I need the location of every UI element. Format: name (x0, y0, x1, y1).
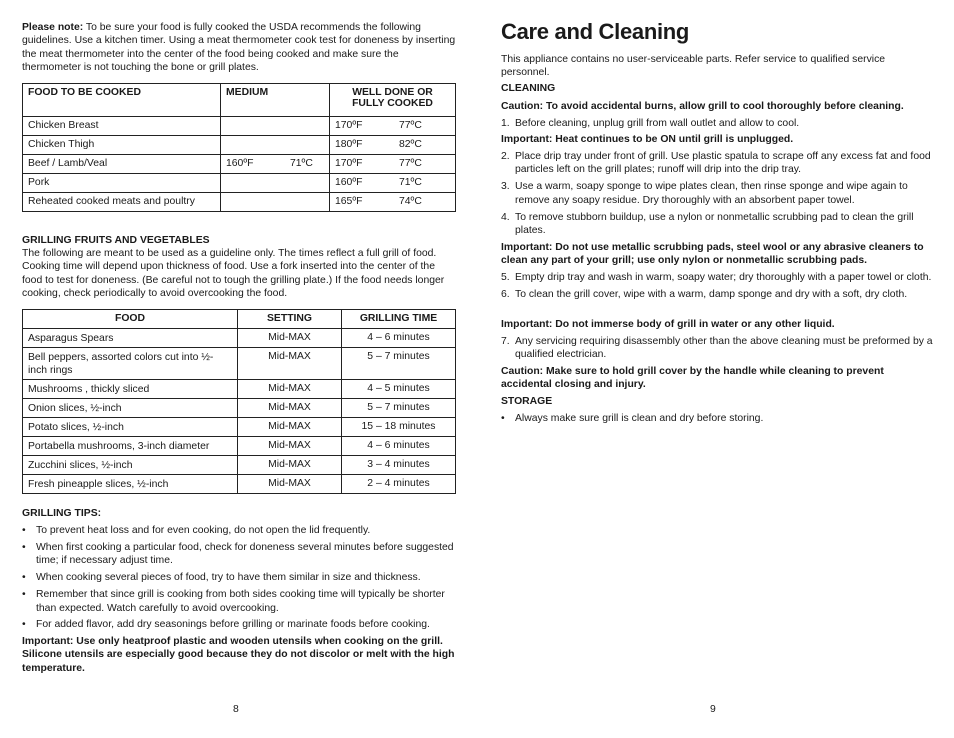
note-label: Please note: (22, 22, 84, 33)
grilling-table-header (23, 310, 456, 329)
step-1 (501, 117, 934, 130)
cell-grilling-time: 2 – 4 minutes (342, 475, 456, 494)
header-food-to-be-cooked: FOOD TO BE COOKED (23, 84, 221, 117)
cell-grilling-time: 15 – 18 minutes (342, 418, 456, 437)
steps-5-6 (501, 271, 934, 301)
cell-medium (221, 193, 330, 212)
page-title: Care and Cleaning (501, 19, 690, 44)
tips-heading: GRILLING TIPS: (22, 508, 102, 519)
cell-grilling-time: 4 – 6 minutes (342, 329, 456, 348)
cell-setting: Mid-MAX (238, 380, 342, 399)
cell-food: Asparagus Spears (23, 329, 238, 348)
storage-heading: STORAGE (501, 396, 553, 407)
list-item: • Always make sure grill is clean and dry before storing. (501, 413, 764, 424)
cell-well-done: 180ºF 82ºC (330, 136, 456, 155)
important-scrubbing: Important: Do not use metallic scrubbing pads, steel wool or any abrasive cleaners to clean any part of your grill; use only nylon or nonmetallic scrubbing pads. (501, 242, 924, 267)
table-row (23, 348, 456, 380)
cell-grilling-time: 5 – 7 minutes (342, 348, 456, 380)
table-row (23, 437, 456, 456)
cell-medium: 160ºF 71ºC (221, 155, 330, 174)
usda-note (22, 21, 456, 75)
cell-well-done: 170ºF 77ºC (330, 155, 456, 174)
fruits-heading: GRILLING FRUITS AND VEGETABLES (22, 235, 210, 246)
temperature-table-header (23, 84, 456, 117)
list-item: 6. To clean the grill cover, wipe with a warm, damp sponge and dry with a soft, dry cloth. (501, 288, 908, 300)
table-row (23, 117, 456, 136)
temperature-table (22, 83, 456, 212)
table-row (23, 475, 456, 494)
list-item: 2. Place drip tray under front of grill. Use plastic spatula to scrape off any excess fat and food particles left on the grill plates; runoff will drip into the drip tray. (501, 151, 931, 176)
header-food: FOOD (23, 310, 238, 329)
cell-setting: Mid-MAX (238, 437, 342, 456)
cell-food: Fresh pineapple slices, ½-inch (23, 475, 238, 494)
cell-setting: Mid-MAX (238, 329, 342, 348)
table-row (23, 456, 456, 475)
temperature-table-body (23, 117, 456, 212)
table-row (23, 193, 456, 212)
grilling-table (22, 309, 456, 494)
cell-well-done: 170ºF 77ºC (330, 117, 456, 136)
cell-food: Reheated cooked meats and poultry (23, 193, 221, 212)
list-item: • To prevent heat loss and for even cooking, do not open the lid frequently. (22, 525, 371, 536)
table-row (23, 399, 456, 418)
caution-cover: Caution: Make sure to hold grill cover by the handle while cleaning to prevent accidental closing and injury. (501, 366, 884, 391)
cell-setting: Mid-MAX (238, 399, 342, 418)
cell-food: Beef / Lamb/Veal (23, 155, 221, 174)
grilling-table-wrapper (22, 309, 456, 494)
cleaning-heading: CLEANING (501, 83, 556, 94)
cell-food: Portabella mushrooms, 3-inch diameter (23, 437, 238, 456)
note-text: To be sure your food is fully cooked the USDA recommends the following guidelines. Use a kitchen timer. Using a meat thermometer cook test for doneness by inserting the meat thermometer into the center of the food being cooked and make sure the thermometer is not touching the bone or grill plates. (22, 22, 456, 74)
page-number-left: 8 (233, 704, 239, 715)
cell-setting: Mid-MAX (238, 348, 342, 380)
list-item: • Remember that since grill is cooking from both sides cooking time will typically be shorter than expected. Watch carefully to avoid overcooking. (22, 589, 445, 614)
list-item: 1. Before cleaning, unplug grill from wall outlet and allow to cool. (501, 118, 800, 129)
list-item: • When first cooking a particular food, check for doneness several minutes before suggested time; if necessary adjust time. (22, 541, 454, 567)
list-item: 5. Empty drip tray and wash in warm, soapy water; dry thoroughly with a paper towel or cloth. (501, 272, 932, 283)
important-unplug: Important: Heat continues to be ON until grill is unplugged. (501, 134, 794, 145)
grilling-table-body (23, 329, 456, 494)
cell-food: Chicken Thigh (23, 136, 221, 155)
header-grilling-time: GRILLING TIME (342, 310, 456, 329)
table-row (23, 155, 456, 174)
table-row (23, 329, 456, 348)
cell-medium (221, 117, 330, 136)
list-item: • For added flavor, add dry seasonings before grilling or marinate foods before cooking. (22, 619, 430, 631)
header-medium: MEDIUM (221, 84, 330, 117)
cell-setting: Mid-MAX (238, 418, 342, 437)
cell-medium (221, 136, 330, 155)
important-immerse: Important: Do not immerse body of grill in water or any other liquid. (501, 319, 835, 330)
cell-food: Pork (23, 174, 221, 193)
cell-food: Zucchini slices, ½-inch (23, 456, 238, 475)
cell-setting: Mid-MAX (238, 475, 342, 494)
cell-grilling-time: 5 – 7 minutes (342, 399, 456, 418)
intro-text: This appliance contains no user-serviceable parts. Refer service to qualified service personnel. (501, 54, 886, 79)
table-row (23, 174, 456, 193)
cell-food: Bell peppers, assorted colors cut into ½-inch rings (23, 348, 238, 380)
cell-setting: Mid-MAX (238, 456, 342, 475)
left-page (22, 0, 456, 738)
tips-important: Important: Use only heatproof plastic and wooden utensils when cooking on the grill. Silicone utensils are especially good because they do not discolor or melt with the high temperature. (22, 636, 455, 674)
table-row (23, 380, 456, 399)
cell-food: Mushrooms , thickly sliced (23, 380, 238, 399)
cell-food: Onion slices, ½-inch (23, 399, 238, 418)
steps-2-4 (501, 150, 934, 237)
step-7 (501, 335, 934, 362)
cell-medium (221, 174, 330, 193)
list-item: 4. To remove stubborn buildup, use a nylon or nonmetallic scrubbing pad to clean the grill plates. (501, 211, 914, 237)
cell-well-done: 165ºF 74ºC (330, 193, 456, 212)
list-item: • When cooking several pieces of food, try to have them similar in size and thickness. (22, 572, 421, 584)
temperature-table-wrapper (22, 83, 456, 212)
table-row (23, 136, 456, 155)
table-row (23, 418, 456, 437)
page-number-right: 9 (710, 704, 716, 715)
header-setting: SETTING (238, 310, 342, 329)
storage-list (501, 412, 934, 425)
header-well-done: WELL DONE OR FULLY COOKED (330, 84, 456, 117)
cell-food: Potato slices, ½-inch (23, 418, 238, 437)
fruits-text: The following are meant to be used as a guideline only. The times reflect a full grill of food. Cooking time will depend upon thickness of food. Use a fork inserted into the center of the food to test for doneness. (Be careful not to tough the grilling plate.) If the food needs longer cooking, check periodically to avoid overcooking the food. (22, 248, 445, 300)
cell-grilling-time: 4 – 5 minutes (342, 380, 456, 399)
right-page (501, 0, 934, 738)
cell-grilling-time: 3 – 4 minutes (342, 456, 456, 475)
caution-cool: Caution: To avoid accidental burns, allow grill to cool thoroughly before cleaning. (501, 101, 904, 112)
cell-well-done: 160ºF 71ºC (330, 174, 456, 193)
list-item: 7. Any servicing requiring disassembly other than the above cleaning must be preformed by a qualified electrician. (501, 336, 933, 361)
list-item: 3. Use a warm, soapy sponge to wipe plates clean, then rinse sponge and wipe again to remove any soapy residue. Dry thoroughly with an absorbent paper towel. (501, 181, 908, 206)
tips-list (22, 524, 456, 632)
cell-grilling-time: 4 – 6 minutes (342, 437, 456, 456)
cell-food: Chicken Breast (23, 117, 221, 136)
